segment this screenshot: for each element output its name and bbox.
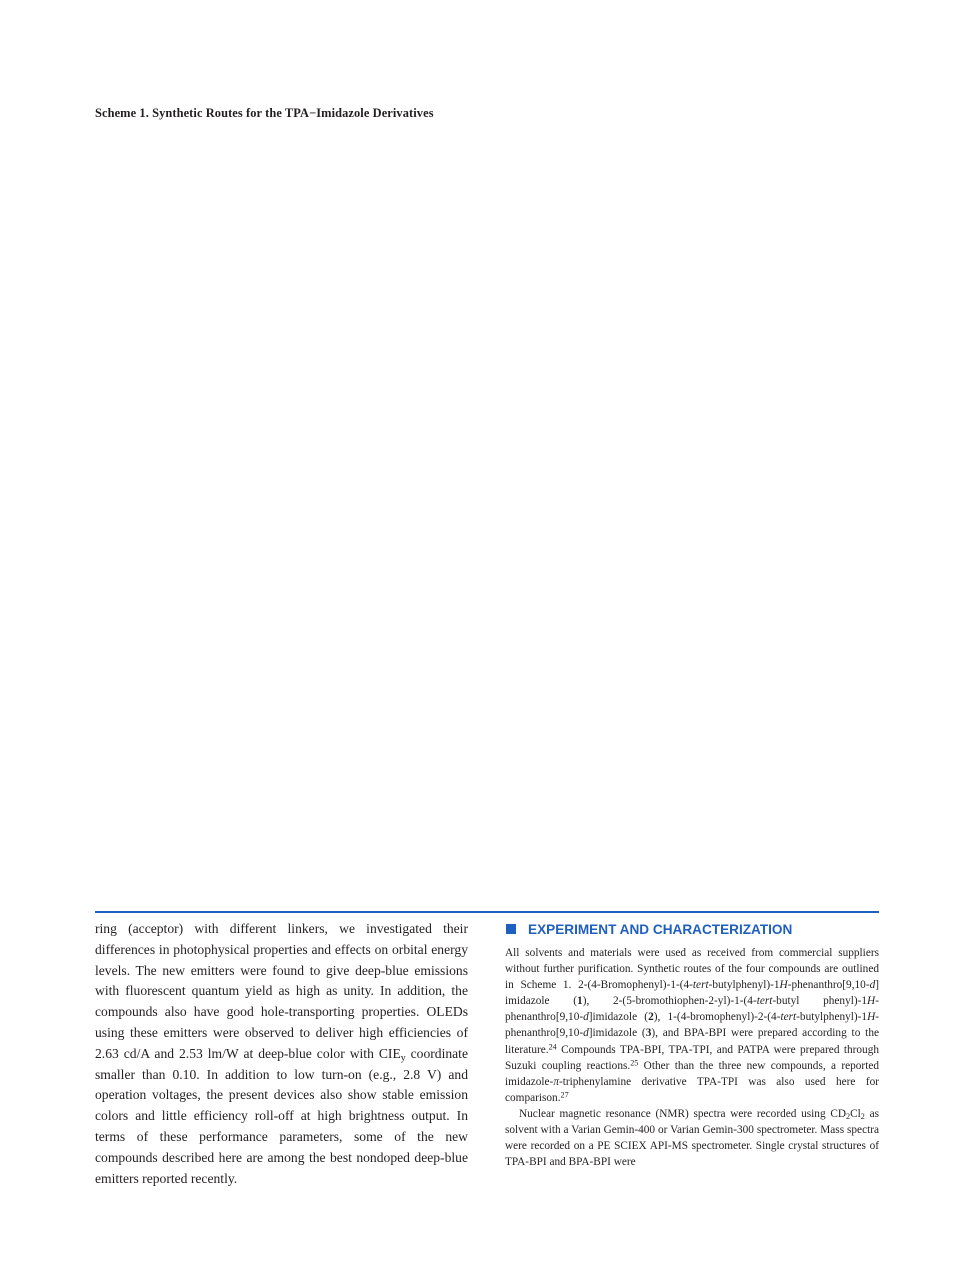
left-text-a: ring (acceptor) with different linkers, we investigated their differences in photophysical properties and effects on orbital energy levels. The new emitters were found to give deep-blue emissions with fluorescent quantum yield as high as unity. In addition, the compounds also have good hole-transporting properties. OLEDs using these emitters were observed to deliver high efficiencies of 2.63 cd/A and 2.53 lm/W at deep-blue color with CIE (95, 921, 468, 1061)
p1-i4: tert (756, 995, 773, 1008)
p1-t14: Compounds TPA-BPI, TPA-TPI, and PATPA were prepared through Suzuki coupling reactions. (505, 1043, 879, 1072)
experiment-paragraph-2 (505, 1106, 879, 1170)
p1-i3: d (869, 979, 876, 992)
section-heading-text: EXPERIMENT AND CHARACTERIZATION (528, 922, 793, 937)
heading-square-icon (506, 924, 516, 934)
p1-t4: ] imidazole ( (505, 979, 879, 1008)
right-column (505, 921, 879, 1170)
citation-25: 25 (630, 1058, 639, 1067)
citation-24: 24 (548, 1041, 557, 1051)
p2-t1: Nuclear magnetic resonance (NMR) spectra were recorded using CD (519, 1107, 847, 1120)
p1-i5: H (867, 995, 876, 1008)
p1-t7: -phenanthro[9,10- (505, 995, 879, 1024)
p1-i8: H (867, 1011, 876, 1024)
left-text-b: coordinate smaller than 0.10. In addition to low turn-on (e.g., 2.8 V) and operation voltages, the present devices also show stable emission colors and little efficiency roll-off at high brightness output. In terms of these performance parameters, some of the new compounds described here are among the best nondoped deep-blue emitters reported recently. (95, 1045, 468, 1186)
p1-t3: -phenanthro[9,10- (787, 979, 870, 992)
p1-i10: π (553, 1075, 559, 1088)
p1-t10: -butylphenyl)-1 (796, 1011, 868, 1024)
p1-t13: ), and BPA-BPI were prepared according to the literature. (505, 1027, 879, 1056)
citation-27: 27 (560, 1090, 569, 1100)
cie-subscript: y (400, 1052, 406, 1064)
p2-t2: Cl (850, 1107, 861, 1120)
p1-t12: ]imidazole ( (588, 1027, 646, 1040)
compound-2-label: 2 (648, 1011, 654, 1024)
p1-t8: ]imidazole ( (588, 1011, 649, 1024)
experiment-paragraph-1 (505, 945, 879, 1106)
left-paragraph (95, 919, 468, 1189)
section-heading (505, 921, 879, 939)
p2-sub2: 2 (860, 1111, 865, 1121)
p1-t2: -butylphenyl)-1 (708, 979, 780, 992)
p1-i1: tert (692, 979, 709, 992)
p1-i7: tert (780, 1011, 797, 1024)
p1-i2: H (779, 979, 788, 992)
p1-t11: -phenanthro[9,10- (505, 1011, 879, 1040)
p1-i6: d (583, 1011, 589, 1024)
compound-3-label: 3 (645, 1027, 652, 1040)
left-column (95, 919, 468, 1189)
scheme-figure-area (95, 128, 879, 898)
compound-1-label: 1 (577, 995, 583, 1008)
column-divider-rule (95, 911, 879, 913)
p1-t5: ), 2-(5-bromothiophen-2-yl)-1-(4- (582, 995, 757, 1008)
p2-sub1: 2 (846, 1111, 851, 1121)
scheme-title: Scheme 1. Synthetic Routes for the TPA−Imidazole Derivatives (95, 106, 434, 120)
p1-i9: d (583, 1027, 589, 1040)
p1-t1: All solvents and materials were used as received from commercial suppliers without further purification. Synthetic routes of the four compounds are outlined in Scheme 1. 2-(4-Bromophenyl)-1-(4- (505, 947, 879, 992)
p1-t6: -butyl phenyl)-1 (772, 995, 868, 1008)
p1-t9: ), 1-(4-bromophenyl)-2-(4- (653, 1011, 781, 1024)
p2-t3: as solvent with a Varian Gemin-400 or Varian Gemin-300 spectrometer. Mass spectra were recorded on a PE SCIEX API-MS spectrometer. Single crystal structures of TPA-BPI and BPA-BPI were (505, 1107, 879, 1169)
p1-t15: Other than the three new compounds, a reported imidazole- (505, 1059, 879, 1088)
p1-t16: -triphenylamine derivative TPA-TPI was also used here for comparison. (505, 1075, 879, 1104)
